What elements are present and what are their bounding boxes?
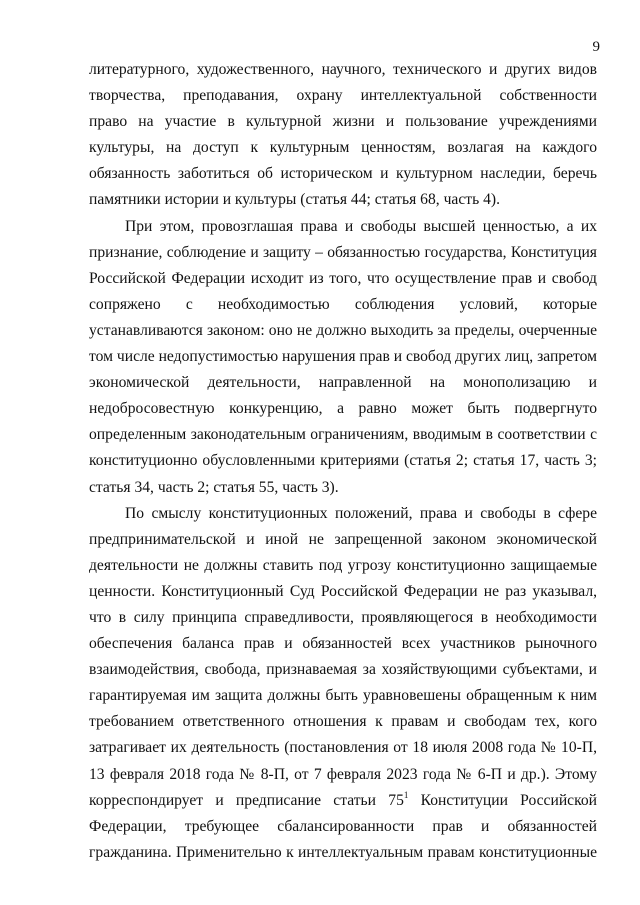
text-line: Федерации, требующее сбалансированности прав и обязанностей (89, 817, 597, 835)
paragraph (89, 57, 597, 214)
text-line: устанавливаются законом: оно не должно выходить за пределы, очерченные (89, 321, 597, 339)
text-line: признание, соблюдение и защиту – обязанностью государства, Конституция (89, 243, 597, 261)
text-line: гражданина. Применительно к интеллектуальным правам конституционные (89, 843, 597, 861)
text-line: обязанность заботиться об историческом и культурном наследии, беречь (89, 165, 597, 183)
text-line: ценности. Конституционный Суд Российской Федерации не раз указывал, (89, 582, 597, 600)
text-line-with-superscript (89, 788, 597, 814)
text-line: При этом, провозглашая права и свободы высшей ценностью, а их (125, 217, 597, 235)
text-line: гарантируемая им защита должны быть уравновешены обращенным к ним (89, 687, 597, 705)
paragraph (89, 501, 597, 866)
text-line: памятники истории и культуры (статья 44; статья 68, часть 4). (89, 191, 500, 209)
text-fragment: Конституции Российской (408, 791, 597, 809)
text-line: конституционно обусловленными критериями (статья 2; статья 17, часть 3; (89, 452, 597, 470)
text-line: 13 февраля 2018 года № 8-П, от 7 февраля 2023 года № 6-П и др.). Этому (89, 765, 597, 783)
text-line: Российской Федерации исходит из того, что осуществление прав и свобод (89, 269, 597, 287)
text-line: обеспечения баланса прав и обязанностей всех участников рыночного (89, 635, 597, 653)
text-line: предпринимательской и иной не запрещенной законом экономической (89, 530, 597, 548)
text-line: недобросовестную конкуренцию, а равно может быть подвергнуто (89, 400, 597, 418)
text-line: культуры, на доступ к культурным ценностям, возлагая на каждого (89, 139, 597, 157)
text-fragment: корреспондирует и предписание статьи 75 (89, 791, 404, 809)
text-line: деятельности не должны ставить под угрозу конституционно защищаемые (89, 556, 597, 574)
text-line: затрагивает их деятельность (постановления от 18 июля 2008 года № 10-П, (89, 739, 597, 757)
page-number: 9 (592, 39, 600, 55)
text-line: требованием ответственного отношения к правам и свободам тех, кого (89, 713, 597, 731)
superscript: 1 (403, 789, 409, 800)
text-line: том числе недопустимостью нарушения прав и свобод других лиц, запретом (89, 348, 597, 366)
text-line: определенным законодательным ограничениям, вводимым в соответствии с (89, 426, 597, 444)
document-body (89, 57, 597, 866)
text-line: литературного, художественного, научного, технического и других видов (89, 61, 597, 78)
text-line: право на участие в культурной жизни и пользование учреждениями (89, 113, 597, 131)
text-line: что в силу принципа справедливости, проявляющегося в необходимости (89, 608, 597, 626)
paragraph (89, 214, 597, 501)
text-line: сопряжено с необходимостью соблюдения условий, которые (89, 295, 597, 313)
text-line: экономической деятельности, направленной на монополизацию и (89, 374, 597, 392)
text-line: статья 34, часть 2; статья 55, часть 3). (89, 478, 339, 496)
text-line: По смыслу конституционных положений, права и свободы в сфере (125, 504, 597, 522)
text-line: творчества, преподавания, охрану интеллектуальной собственности (89, 87, 597, 105)
text-line: взаимодействия, свобода, признаваемая за хозяйствующими субъектами, и (89, 661, 597, 679)
